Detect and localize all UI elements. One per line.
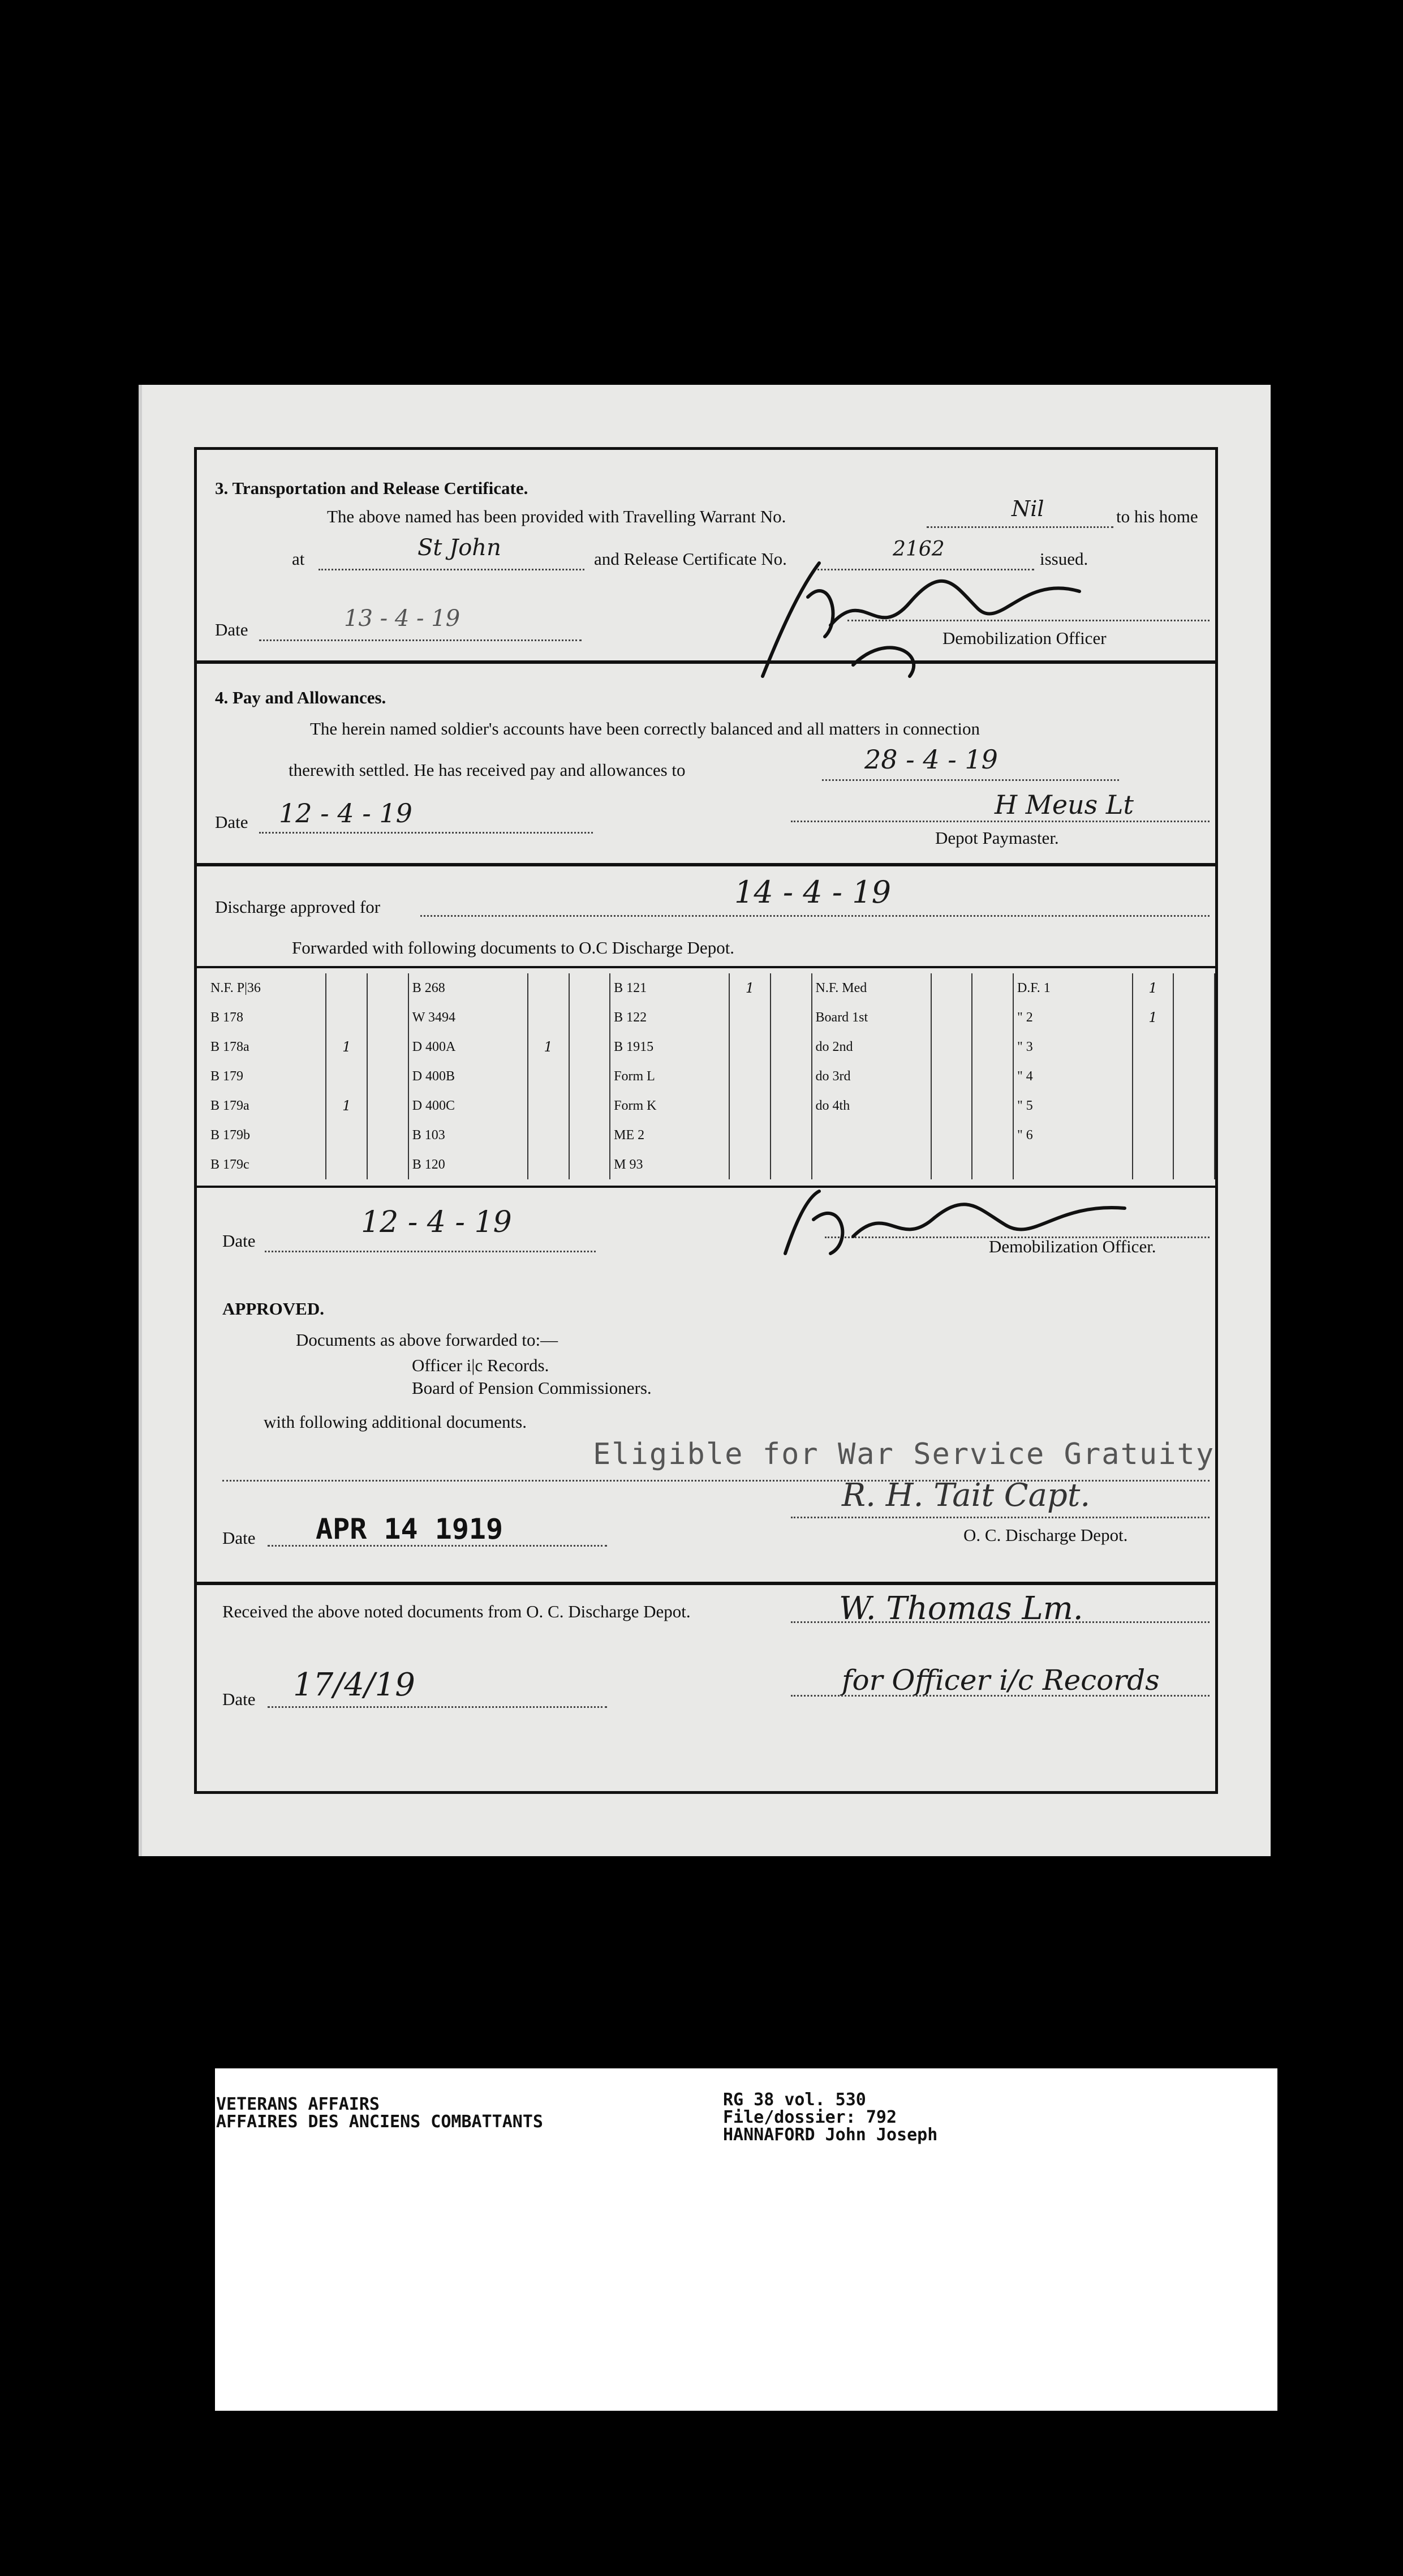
document-label: B 178: [207, 1003, 326, 1032]
document-label: Form L: [610, 1062, 729, 1091]
form-frame: [194, 447, 1218, 1794]
demob-officer: Demobilization Officer.: [989, 1237, 1156, 1256]
to-home: to his home: [1116, 506, 1198, 526]
document-count: [1133, 1120, 1174, 1150]
document-count: [729, 1003, 771, 1032]
gratuity-stamp: Eligible for War Service Gratuity: [593, 1437, 1215, 1471]
dotted-cell: [569, 1091, 610, 1120]
dotted-cell: [367, 1120, 408, 1150]
document-label: B 121: [610, 973, 729, 1003]
dotted-cell: [771, 1003, 812, 1032]
table-row: [207, 1062, 1215, 1091]
dotted-cell: [972, 1003, 1013, 1032]
dotted-cell: [771, 1120, 812, 1150]
document-label: " 2: [1013, 1003, 1133, 1032]
s3-officer: Demobilization Officer: [942, 628, 1107, 648]
document-count: [931, 1091, 972, 1120]
dotted-cell: [569, 1062, 610, 1091]
approved-line2: Officer i|c Records.: [412, 1355, 549, 1375]
approved-date-label: Date: [222, 1528, 256, 1548]
document-count: [931, 1003, 972, 1032]
dotted-cell: [367, 973, 408, 1003]
dotted-cell: [1173, 1032, 1215, 1062]
dotted-cell: [972, 1150, 1013, 1179]
document-label: B 1915: [610, 1032, 729, 1062]
table-top-rule: [197, 966, 1215, 968]
table-row: [207, 1032, 1215, 1062]
document-label: " 5: [1013, 1091, 1133, 1120]
document-count: [729, 1062, 771, 1091]
document-label: D 400A: [408, 1032, 528, 1062]
section3-line1: The above named has been provided with Travelling Warrant No.: [327, 506, 786, 526]
document-count: [1133, 1150, 1174, 1179]
document-label: do 3rd: [812, 1062, 931, 1091]
document-count: [326, 1120, 367, 1150]
document-label: B 179c: [207, 1150, 326, 1179]
document-count: [729, 1032, 771, 1062]
document-label: B 178a: [207, 1032, 326, 1062]
table-row: [207, 973, 1215, 1003]
dotted-cell: [367, 1091, 408, 1120]
s4-date-label: Date: [215, 812, 248, 832]
document-count: [931, 1120, 972, 1150]
paymaster-signature: H Meus Lt: [995, 789, 1134, 820]
issued: issued.: [1040, 549, 1088, 569]
dotted-cell: [972, 973, 1013, 1003]
document-label: [1013, 1150, 1133, 1179]
dotted-cell: [367, 1003, 408, 1032]
section3-heading: 3. Transportation and Release Certificate.: [215, 478, 528, 498]
document-count: [729, 1120, 771, 1150]
document-count: [528, 973, 569, 1003]
received-line: Received the above noted documents from O. C. Discharge Depot.: [222, 1602, 691, 1621]
document-label: B 179b: [207, 1120, 326, 1150]
demob-date-dots: [265, 1251, 596, 1252]
document-count: [528, 1062, 569, 1091]
dotted-cell: [972, 1032, 1013, 1062]
discharge-dots: [420, 915, 1210, 917]
document-label: M 93: [610, 1150, 729, 1179]
document-sheet: [139, 385, 1271, 1856]
card-left-line2: AFFAIRES DES ANCIENS COMBATTANTS: [216, 2112, 543, 2132]
document-label: B 103: [408, 1120, 528, 1150]
document-count: 1: [326, 1032, 367, 1062]
document-count: [729, 1091, 771, 1120]
document-label: Board 1st: [812, 1003, 931, 1032]
dotted-cell: [1173, 1003, 1215, 1032]
document-label: B 122: [610, 1003, 729, 1032]
section4-line1: The herein named soldier's accounts have been correctly balanced and all matters in connection: [310, 719, 980, 739]
received-signature-1: W. Thomas Lm.: [839, 1590, 1083, 1627]
table-row: [207, 1120, 1215, 1150]
document-count: [528, 1150, 569, 1179]
dotted-cell: [1173, 1062, 1215, 1091]
documents-table: [207, 973, 1215, 1179]
card-right-line3: HANNAFORD John Joseph: [723, 2125, 938, 2145]
discharge-label: Discharge approved for: [215, 897, 381, 917]
at-value: St John: [418, 535, 501, 561]
divider-2: [197, 863, 1215, 866]
payto-dots: [822, 779, 1119, 781]
table-row: [207, 1091, 1215, 1120]
dotted-cell: [1173, 1150, 1215, 1179]
document-label: B 120: [408, 1150, 528, 1179]
card-right-line1: RG 38 vol. 530: [723, 2090, 866, 2110]
dotted-cell: [972, 1120, 1013, 1150]
document-count: [729, 1150, 771, 1179]
dotted-cell: [1173, 1091, 1215, 1120]
dotted-cell: [367, 1032, 408, 1062]
approved-heading: APPROVED.: [222, 1299, 324, 1319]
document-count: 1: [1133, 973, 1174, 1003]
table-row: [207, 1003, 1215, 1032]
document-count: [1133, 1091, 1174, 1120]
document-label: [812, 1120, 931, 1150]
dotted-cell: [569, 973, 610, 1003]
document-label: ME 2: [610, 1120, 729, 1150]
document-count: [326, 1003, 367, 1032]
s3-date-label: Date: [215, 620, 248, 639]
at-label: at: [292, 549, 305, 569]
document-label: D 400C: [408, 1091, 528, 1120]
approved-signature: R. H. Tait Capt.: [842, 1477, 1091, 1514]
document-count: [326, 1062, 367, 1091]
document-count: [931, 1062, 972, 1091]
dotted-cell: [569, 1003, 610, 1032]
received-signature-2: for Officer i/c Records: [842, 1664, 1160, 1697]
document-label: N.F. Med: [812, 973, 931, 1003]
document-label: " 6: [1013, 1120, 1133, 1150]
document-count: [1133, 1062, 1174, 1091]
s4-date-dots: [259, 832, 593, 834]
divider-3: [197, 1582, 1215, 1585]
received-date-dots: [268, 1706, 607, 1708]
at-dots: [319, 569, 584, 570]
document-label: D.F. 1: [1013, 973, 1133, 1003]
document-label: [812, 1150, 931, 1179]
dotted-cell: [771, 1062, 812, 1091]
dotted-cell: [771, 1091, 812, 1120]
discharge-value: 14 - 4 - 19: [734, 874, 891, 910]
s3-date-dots: [259, 639, 582, 641]
dotted-cell: [1173, 973, 1215, 1003]
document-count: [931, 1032, 972, 1062]
demob-signature: [740, 552, 1091, 688]
warrant-dots: [927, 526, 1113, 528]
approved-line3: Board of Pension Commissioners.: [412, 1378, 652, 1398]
document-count: [528, 1120, 569, 1150]
demob-date-value: 12 - 4 - 19: [361, 1205, 512, 1239]
approved-line4: with following additional documents.: [264, 1412, 527, 1432]
document-count: [931, 1150, 972, 1179]
received-date-label: Date: [222, 1689, 256, 1709]
document-count: [931, 973, 972, 1003]
s3-date-value: 13 - 4 - 19: [344, 606, 461, 632]
document-label: do 4th: [812, 1091, 931, 1120]
dotted-cell: [1173, 1120, 1215, 1150]
document-count: 1: [326, 1091, 367, 1120]
document-count: [528, 1091, 569, 1120]
document-label: B 179a: [207, 1091, 326, 1120]
document-label: W 3494: [408, 1003, 528, 1032]
received-sig-dots-2: [791, 1695, 1210, 1697]
document-label: B 179: [207, 1062, 326, 1091]
document-label: N.F. P|36: [207, 973, 326, 1003]
forwarded-line: Forwarded with following documents to O.C Discharge Depot.: [292, 938, 735, 958]
warrant-no: Nil: [1012, 496, 1044, 521]
document-label: do 2nd: [812, 1032, 931, 1062]
approved-line1: Documents as above forwarded to:—: [296, 1330, 558, 1350]
document-count: [1133, 1032, 1174, 1062]
dotted-cell: [771, 1032, 812, 1062]
document-label: Form K: [610, 1091, 729, 1120]
demob-date-label: Date: [222, 1231, 256, 1251]
received-sig-dots-1: [791, 1621, 1210, 1623]
table-row: [207, 1150, 1215, 1179]
dotted-cell: [972, 1062, 1013, 1091]
pay-to: 28 - 4 - 19: [864, 744, 998, 775]
section4-heading: 4. Pay and Allowances.: [215, 688, 386, 707]
dotted-cell: [367, 1062, 408, 1091]
divider-1: [197, 660, 1215, 664]
paymaster-dots: [791, 821, 1210, 822]
document-count: [528, 1003, 569, 1032]
dotted-cell: [569, 1150, 610, 1179]
approved-date-stamp: APR 14 1919: [316, 1513, 503, 1545]
card-left-line1: VETERANS AFFAIRS: [216, 2094, 380, 2114]
received-date-value: 17/4/19: [293, 1667, 415, 1703]
dotted-cell: [771, 1150, 812, 1179]
release-label: and Release Certificate No.: [594, 549, 787, 569]
paymaster: Depot Paymaster.: [935, 828, 1059, 848]
card-right-line2: File/dossier: 792: [723, 2107, 897, 2127]
dotted-cell: [972, 1091, 1013, 1120]
s4-date-value: 12 - 4 - 19: [279, 798, 412, 828]
document-label: " 3: [1013, 1032, 1133, 1062]
document-count: [326, 973, 367, 1003]
archive-label-card: [215, 2068, 1277, 2411]
document-label: D 400B: [408, 1062, 528, 1091]
section4-line2: therewith settled. He has received pay and allowances to: [289, 760, 686, 780]
dotted-cell: [367, 1150, 408, 1179]
document-count: [326, 1150, 367, 1179]
document-count: 1: [528, 1032, 569, 1062]
document-label: " 4: [1013, 1062, 1133, 1091]
depot: O. C. Discharge Depot.: [963, 1525, 1128, 1545]
document-count: 1: [729, 973, 771, 1003]
release-no: 2162: [893, 538, 945, 561]
document-label: B 268: [408, 973, 528, 1003]
dotted-cell: [771, 973, 812, 1003]
document-count: 1: [1133, 1003, 1174, 1032]
dotted-cell: [569, 1120, 610, 1150]
dotted-cell: [569, 1032, 610, 1062]
approved-sig-dots: [791, 1517, 1210, 1518]
